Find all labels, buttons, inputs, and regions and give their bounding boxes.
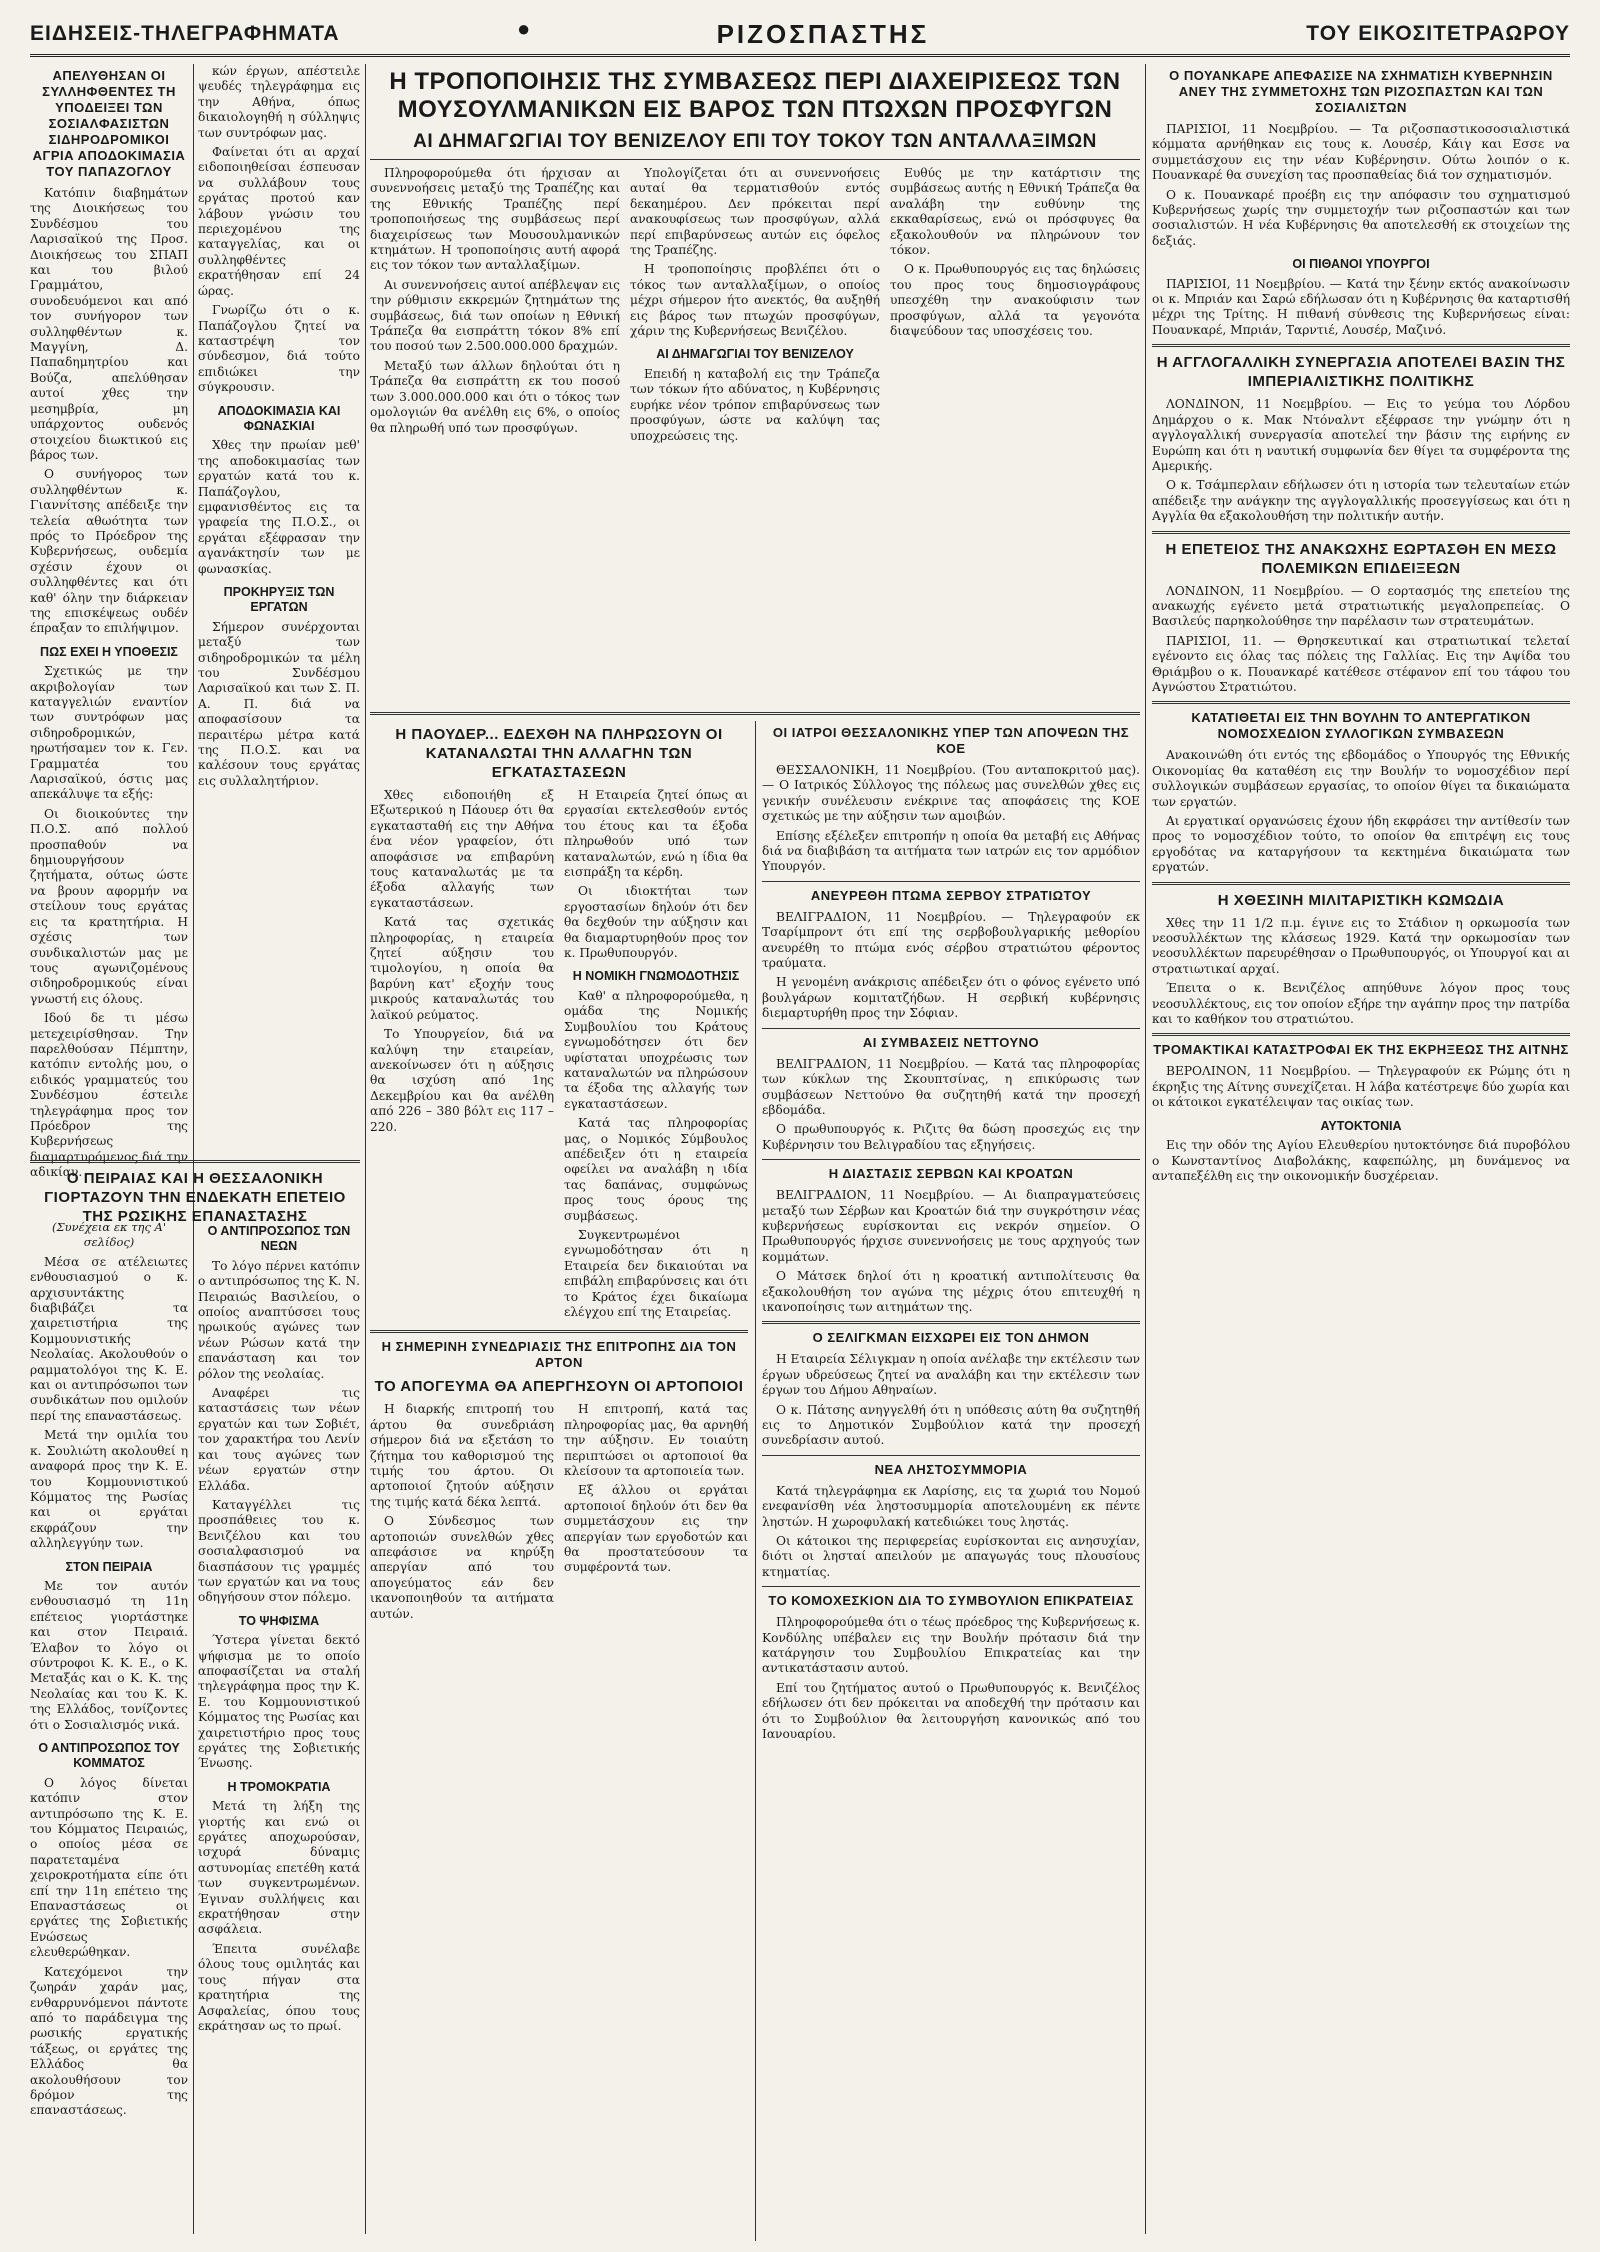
article-text: Ιδού δε τι μέσω μετεχειρίσθησαν. Την παρελθούσαν Πέμπτην, κατόπιν εντολής μου, ο ειδικός γραμματεύς του Συνδέσμου έστειλε τηλεγράφημα προς τον Πρόεδρον της Κυβερνήσεως διαμαρτυρόμενος διά την αδικίαν. xyxy=(30,1011,188,1180)
headline-angloGalliki: Η ΑΓΓΛΟΓΑΛΛΙΚΗ ΣΥΝΕΡΓΑΣΙΑ ΑΠΟΤΕΛΕΙ ΒΑΣΙΝ ΤΗΣ ΙΜΠΕΡΙΑΛΙΣΤΙΚΗΣ ΠΟΛΙΤΙΚΗΣ xyxy=(1156,354,1566,391)
divider xyxy=(762,1028,1140,1029)
headline-syllipseis: ΑΠΕΛΥΘΗΣΑΝ ΟΙ ΣΥΛΛΗΦΘΕΝΤΕΣ ΤΗ ΥΠΟΔΕΙΞΕΙ ΤΩΝ ΣΟΣΙΑΛΦΑΣΙΣΤΩΝ ΣΙΔΗΡΟΔΡΟΜΙΚΟΙ ΑΓΡΙΑ ΑΠΟΔΟΚΙΜΑΣΙΑ ΤΟΥ ΠΑΠΑΖΟΓΛΟΥ xyxy=(32,68,186,179)
article-text: ΒΕΡΟΛΙΝΟΝ, 11 Νοεμβρίου. — Τηλεγραφούν εκ Ρώμης ότι η έκρηξις της Αίτνης συνεχίζεται. Η λάβα κατέστρεψε δύο χωρία και οι κάτοικοι εγκατέλειψαν τας οικίας των. xyxy=(1152,1064,1570,1110)
artopoioi-body xyxy=(370,1402,748,1626)
article-text: Επί του ζητήματος αυτού ο Πρωθυπουργός κ. Βενιζέλος εδήλωσεν ότι δεν πρόκειται να αποδεχθή την πρότασιν και ότι το Συμβούλιον θα λειτουργήση κανονικώς από του Ιανουαρίου. xyxy=(762,1680,1140,1742)
article-text: Οι διοικούντες την Π.Ο.Σ. από πολλού προσπαθούν να δημιουργήσουν ζητήματα, ούτως ώστε να βρουν αφορμήν να στείλουν τους εργάτας εις τα κρατητήρια. Η σχέσις των συνδικαλιστών μας με τους αγωνιζομένους σιδηροδρομικούς είναι γνωστή εις όλους. xyxy=(30,806,188,1006)
divider xyxy=(1152,1033,1570,1036)
piraeus-story xyxy=(30,1154,360,2118)
article-text: Το Υπουργείον, διά να καλύψη την εταιρείαν, ανεκοίνωσεν ότι η αύξησις θα ισχύση από 1ης Δεκεμβρίου και θα ανέλθη από 226 – 380 βόλτ εις 117 – 220. xyxy=(370,1027,554,1134)
headline-komoxeskion: ΤΟ ΚΟΜΟΧΕΣΚΙΟΝ ΔΙΑ ΤΟ ΣΥΜΒΟΥΛΙΟΝ ΕΠΙΚΡΑΤΕΙΑΣ xyxy=(768,1593,1134,1609)
piraeus-col-b xyxy=(198,1216,360,2226)
headline-aitni: ΤΡΟΜΑΚΤΙΚΑΙ ΚΑΤΑΣΤΡΟΦΑΙ ΕΚ ΤΗΣ ΕΚΡΗΞΕΩΣ ΤΗΣ ΑΙΤΝΗΣ xyxy=(1153,1042,1569,1058)
article-text: Ευθύς με την κατάρτισιν της συμβάσεως αυτής η Εθνική Τράπεζα θα αναλάβη την ευθύνην της εκκαθαρίσεως, ενώ οι πρόσφυγες θα εξακολουθούν να πληρώνουν τον τόκον. xyxy=(890,166,1140,258)
article-text: Μετά την ομιλία του κ. Σουλιώτη ακολουθεί η αναφορά προς την Κ. Ε. του Κομμουνιστικού Κόμματος της Ρωσίας και οι εργάται εκφράζουν την αλληλεγγύην των. xyxy=(30,1428,188,1551)
article-text: Καταγγέλλει τις προσπάθειες του κ. Βενιζέλου και του σοσιαλφασισμού να διασπάσουν τις γραμμές των εργατών και να τους οδηγήσουν στον πόλεμο. xyxy=(198,1497,360,1605)
section-title-right: ΤΟΥ ΕΙΚΟΣΙΤΕΤΡΑΩΡΟΥ xyxy=(1306,22,1570,45)
article-text: Μεταξύ των άλλων δηλούται ότι η Τράπεζα θα εισπράττη εκ του ποσού των 3.000.000.000 και ότι ο τόκος των ομολογιών θα ανέλθη εις 6%, ο οποίος θα πληρωθή υπό των προσφύγων. xyxy=(370,358,620,435)
article-text: Χθες την 11 1/2 π.μ. έγινε εις το Στάδιον η ορκωμοσία των νεοσυλλέκτων της κλάσεως 1929. Κατά την ορκωμοσίαν των νεοσυλλέκτων παρευρέθησαν ο Πρωθυπουργός, οι Υπουργοί και αι στρατιωτικαί αρχαί. xyxy=(1152,915,1570,976)
divider xyxy=(370,712,1140,715)
divider xyxy=(1152,882,1570,885)
article-text: Ο πρωθυπουργός κ. Ριζιτς θα δώση προσεχώς εις την Κυβέρνησιν του Βελιγραδίου τας εξηγήσεις. xyxy=(762,1122,1140,1152)
subheading: ΠΩΣ ΕΧΕΙ Η ΥΠΟΘΕΣΙΣ xyxy=(40,644,178,659)
article-text: Επειδή η καταβολή εις την Τράπεζα των τόκων ήτο αδύνατος, η Κυβέρνησις ευρήκε νέον τρόπον επιβαρύνσεως των προσφύγων, ώστε να καλύψη τας υποχρεώσεις της. xyxy=(630,366,880,443)
article-text: ΠΑΡΙΣΙΟΙ, 11 Νοεμβρίου. — Κατά την ξένην εκτός ανακοίνωσιν οι κ. Μπριάν και Σαρώ εδήλωσαν ότι η Κυβέρνησις θα καταρτισθή μέχρι της Τρίτης. Η πιθανή σύνθεσις της Κυβερνήσεως είναι: Πουανκαρέ, Μπριάν, Ταρντιέ, Λουσέρ, Μαζινό. xyxy=(1152,276,1570,337)
headline-peiraias: Ο ΠΕΙΡΑΙΑΣ ΚΑΙ Η ΘΕΣΣΑΛΟΝΙΚΗ ΓΙΟΡΤΑΖΟΥΝ ΤΗΝ ΕΝΔΕΚΑΤΗ ΕΠΕΤΕΙΟ ΤΗΣ ΡΩΣΙΚΗΣ ΕΠΑΝΑΣΤΑΣΗΣ xyxy=(44,1170,346,1225)
article-text: Η Εταιρεία Σέλιγκμαν η οποία ανέλαβε την εκτέλεσιν των έργων υδρεύσεως ζητεί να αναλάβη και την εκτέλεσιν των έργων του Δήμου Αθηναίων. xyxy=(762,1352,1140,1398)
article-text: Κατεχόμενοι την ζωηράν χαράν μας, ενθαρρυνόμενοι πάντοτε από το παράδειγμα της ρωσικής εργατικής τάξεως, οι εργάτες της Ελλάδος θα ακολουθήσουν τον δρόμον της επαναστάσεως. xyxy=(30,1964,188,2118)
article-text: ΛΟΝΔΙΝΟΝ, 11 Νοεμβρίου. — Εις το γεύμα του Λόρδου Δημάρχου ο κ. Μακ Ντόναλντ εξέφρασε την γνώμην ότι η αγγλογαλλική συνεργασία αποτελεί την βάσιν της ειρήνης εν Ευρώπη και ότι η ναυτική συμφωνία δεν θίγει τα συμφέροντα της Αμερικής. xyxy=(1152,397,1570,473)
newspaper-title: ΡΙΖΟΣΠΑΣΤΗΣ xyxy=(716,18,930,49)
divider xyxy=(370,159,1140,160)
article-text: Ο Μάτσεκ δηλοί ότι η κροατική αντιπολίτευσις θα εξακολουθήση τον αγώνα της μέχρις ότου επιτευχθή η ικανοποίησις των αιτημάτων της. xyxy=(762,1269,1140,1314)
headline-komodia: Η ΧΘΕΣΙΝΗ ΜΙΛΙΤΑΡΙΣΤΙΚΗ ΚΩΜΩΔΙΑ xyxy=(1217,891,1505,909)
article-text: Η Εταιρεία ζητεί όπως αι εργασίαι εκτελεσθούν εντός του έτους και τα έξοδα πληρωθούν υπό των καταναλωτών, ενώ η ίδια θα εισπράξη τα κέρδη. xyxy=(564,788,748,880)
banner-body xyxy=(370,166,1140,706)
article-text: Εξ άλλου οι εργάται αρτοποιοί δηλούν ότι δεν θα συμμετάσχουν εις την απεργίαν των εργοδοτών και θα προστατεύσουν τα συμφέροντά των. xyxy=(564,1483,748,1575)
divider xyxy=(1152,531,1570,534)
subheading: Ο ΑΝΤΙΠΡΟΣΩΠΟΣ ΤΟΥ ΚΟΜΜΑΤΟΣ xyxy=(38,1741,180,1771)
headline-ptoma: ΑΝΕΥΡΕΘΗ ΠΤΩΜΑ ΣΕΡΒΟΥ ΣΤΡΑΤΙΩΤΟΥ xyxy=(810,887,1092,903)
column-right xyxy=(1152,64,1570,2234)
column-rule xyxy=(365,64,366,2234)
artopoioi-col-a xyxy=(370,1402,554,1626)
article-text: Εις την οδόν της Αγίου Ελευθερίου ηυτοκτόνησε διά πυροβόλου ο Κωνσταντίνος Διαβολάκης, καφεπώλης, μη δυνάμενος να ανταπεξέλθη εις την οικονομικήν δυσχέρειαν. xyxy=(1152,1138,1570,1183)
headline-nomosxedio: ΚΑΤΑΤΙΘΕΤΑΙ ΕΙΣ ΤΗΝ ΒΟΥΛΗΝ ΤΟ ΑΝΤΕΡΓΑΤΙΚΟΝ ΝΟΜΟΣΧΕΔΙΟΝ ΣΥΛΛΟΓΙΚΩΝ ΣΥΜΒΑΣΕΩΝ xyxy=(1191,710,1531,742)
article-text: Υπολογίζεται ότι αι συνεννοήσεις αυταί θα τερματισθούν εντός δεκαημέρου. Δεν πρόκειται περί ανακουφίσεως των προσφύγων, αλλά περί επιβαρύνσεως αυτών εις όφελος της Τραπέζης. xyxy=(630,166,880,258)
divider xyxy=(762,1321,1140,1324)
divider xyxy=(1152,344,1570,347)
article-text: Αι συνεννοήσεις αυτοί απέβλεψαν εις την ρύθμισιν εκκρεμών ζητημάτων της συμβάσεως, διά των οποίων η Εθνική Τράπεζα θα εισπράττη τόκον 8% επί του ποσού των 2.500.000.000 δραχμών. xyxy=(370,277,620,354)
banner-col-2 xyxy=(630,166,880,706)
headline-listosymmoria: ΝΕΑ ΛΗΣΤΟΣΥΜΜΟΡΙΑ xyxy=(874,1461,1028,1477)
article-text: Η τροποποίησις προβλέπει ότι ο τόκος των ανταλλαξίμων, ο οποίος μέχρι σήμερον ήτο ανεκτός, θα αυξηθή εις βάρος των πτωχών προσφύγων, χάριν της Κυβερνήσεως Βενιζέλου. xyxy=(630,262,880,339)
article-text: Η επιτροπή, κατά τας πληροφορίας μας, θα αρνηθή την αύξησιν. Εν τοιαύτη περιπτώσει οι αρτοποιοί θα κλείσουν τα αρτοποιεία των. xyxy=(564,1402,748,1479)
headline-anakoxi: Η ΕΠΕΤΕΙΟΣ ΤΗΣ ΑΝΑΚΩΧΗΣ ΕΩΡΤΑΣΘΗ ΕΝ ΜΕΣΩ ΠΟΛΕΜΙΚΩΝ ΕΠΙΔΕΙΞΕΩΝ xyxy=(1165,540,1557,577)
banner-headline-2: ΑΙ ΔΗΜΑΓΩΓΙΑΙ ΤΟΥ ΒΕΝΙΖΕΛΟΥ ΕΠΙ ΤΟΥ ΤΟΚΟΥ ΤΩΝ ΑΝΤΑΛΛΑΞΙΜΩΝ xyxy=(413,131,1097,152)
divider xyxy=(1152,701,1570,704)
article-text: ΒΕΛΙΓΡΑΔΙΟΝ, 11 Νοεμβρίου. — Τηλεγραφούν εκ Τσαρίμπροντ ότι επί της σερβοβουλγαρικής μεθορίου ανευρέθη το πτώμα ενός σέρβου στρατιώτου φέροντος τραύματα. xyxy=(762,909,1140,971)
article-text: Κατόπιν διαβημάτων της Διοικήσεως του Συνδέσμου του Λαρισαϊκού της Προσ. Διοικήσεως του ΣΠΑΠ και του βιλού Γραμμάτου, συνοδευόμενοι και από τον συνήγορον των συλληφθέντων κ. Μαγγίνη, Δ. Παπαδημητρίου και Βούζα, απελύθησαν αυτοί χθες την μεσημβρία, μη υπάρχοντος ουδενός στοιχείου διωκτικού εις βάρος των. xyxy=(30,186,188,462)
headline-iatroi: ΟΙ ΙΑΤΡΟΙ ΘΕΣΣΑΛΟΝΙΚΗΣ ΥΠΕΡ ΤΩΝ ΑΠΟΨΕΩΝ ΤΗΣ ΚΟΕ xyxy=(772,725,1130,756)
lower-center xyxy=(370,721,1140,2241)
subheading: ΣΤΟΝ ΠΕΙΡΑΙΑ xyxy=(65,1559,153,1574)
article-text: Καθ' α πληροφορούμεθα, η ομάδα της Νομικής Συμβουλίου του Κράτους εγνωμοδότησεν ότι δεν υφίσταται υποχρέωσις των καταναλωτών να πληρώσουν τα έξοδα της αλλαγής των εγκαταστάσεων. xyxy=(564,988,748,1111)
article-text: Χθες την πρωίαν μεθ' της αποδοκιμασίας των εργατών κατά του κ. Παπάζογλου, εμφανισθέντος εις τα γραφεία της Π.Ο.Σ., οι εργάται εξέφρασαν την αγανάκτησίν των με φωνασκίας. xyxy=(198,438,360,576)
article-text: Σχετικώς με την ακριβολογίαν των καταγγελιών εναντίον των συντρόφων μας σιδηροδρομικών, ηρωτήσαμεν τον κ. Γεν. Γραμματέα του Λαρισαϊκού, όστις μας απεκάλυψε τα εξής: xyxy=(30,664,188,802)
headline-seligman: Ο ΣΕΛΙΓΚΜΑΝ ΕΙΣΧΩΡΕΙ ΕΙΣ ΤΟΝ ΔΗΜΟΝ xyxy=(812,1330,1090,1346)
article-text: Σήμερον συνέρχονται μεταξύ των σιδηροδρομικών τα μέλη του Συνδέσμου Λαρισαϊκού και των Σ. Π. Α. Π. διά να αποφασίσουν τα περαιτέρω μέτρα κατά της Π.Ο.Σ. και να καλέσουν τους εργάτας εις συλλαλητήριον. xyxy=(198,619,360,788)
subheading: Η ΤΡΟΜΟΚΡΑΤΙΑ xyxy=(227,1779,331,1794)
article-text: Το λόγο πέρνει κατόπιν ο αντιπρόσωπος της Κ. Ν. Πειραιώς Βασιλείου, ο οποίος αναπτύσσει τους ηρωικούς αγώνες των νέων Ρώσων κατά την επανάσταση και τον ρόλον της νεολαίας. xyxy=(198,1258,360,1381)
banner-headline-1: Η ΤΡΟΠΟΠΟΙΗΣΙΣ ΤΗΣ ΣΥΜΒΑΣΕΩΣ ΠΕΡΙ ΔΙΑΧΕΙΡΙΣΕΩΣ ΤΩΝ ΜΟΥΣΟΥΛΜΑΝΙΚΩΝ ΕΙΣ ΒΑΡΟΣ ΤΩΝ ΠΤΩΧΩΝ ΠΡΟΣΦΥΓΩΝ xyxy=(389,68,1121,123)
divider xyxy=(370,1330,748,1333)
article-text: Με τον αυτόν ενθουσιασμό τη 11η επέτειος γιορτάστηκε και στον Πειραιά. Έλαβον το λόγο οι σύντροφοι Κ. Κ. Ε., ο Κ. Μεταξάς και ο Κ. Κ. της Νεολαίας και του Κ. Κ. της Ελλάδος, τονίζοντες ότι ο Σοσιαλισμός νικά. xyxy=(30,1578,188,1732)
article-text: Ο λόγος δίνεται κατόπιν στον αντιπρόσωπο της Κ. Ε. του Κόμματος Πειραιώς, ο οποίος μέσα σε παρατεταμένα χειροκροτήματα είπε ότι επί την 11η επέτειο της Επαναστάσεως οι εργάτες της Σοβιετικής Ενώσεως ελευθερώθηκαν. xyxy=(30,1775,188,1960)
article-text: Ο Σύνδεσμος των αρτοποιών συνελθών χθες απεφάσισε να κηρύξη απεργίαν από του απογεύματος εάν δεν ικανοποιηθούν τα αιτήματα αυτών. xyxy=(370,1514,554,1621)
divider xyxy=(30,1160,360,1163)
article-text: Κατά τας σχετικάς πληροφορίας, η εταιρεία ζητεί αύξησιν του τιμολογίου, η οποία θα βαρύνη κατ' εξοχήν τους μικρούς καταναλωτάς του λαϊκού ρεύματος. xyxy=(370,915,554,1022)
banner-col-3 xyxy=(890,166,1140,706)
article-text: Οι ιδιοκτήται των εργοστασίων δηλούν ότι δεν θα δεχθούν την αύξησιν και θα διαμαρτυρηθούν προς τον κ. Πρωθυπουργόν. xyxy=(564,884,748,961)
divider xyxy=(762,1586,1140,1587)
article-text: Κατά τηλεγράφημα εκ Λαρίσης, εις τα χωριά του Νομού ενεφανίσθη νέα ληστοσυμμορία αποτελουμένη εκ πέντε ληστών. Η χωροφυλακή κατεδιώκει τους ληστάς. xyxy=(762,1483,1140,1529)
article-text: Αναφέρει τις καταστάσεις των νέων εργατών και των Σοβιέτ, τον χαρακτήρα του Λενίν και τους αγώνες των νέων εργατών στην Ελλάδα. xyxy=(198,1386,360,1493)
divider xyxy=(762,881,1140,882)
masthead xyxy=(30,14,1570,57)
continuation-note: (Συνέχεια εκ της Α' σελίδος) xyxy=(51,1220,167,1250)
article-text: ΠΑΡΙΣΙΟΙ, 11. — Θρησκευτικαί και στρατιωτικαί τελεταί εγένοντο εις όλας τας πόλεις της Γαλλίας. Εις την Αψίδα του Θριάμβου ο κ. Πουανκαρέ κατέθεσε στέφανον επί του τάφου του Αγνώστου Στρατιώτου. xyxy=(1152,633,1570,694)
artopoioi-col-b xyxy=(564,1402,748,1626)
article-text: Πληροφορούμεθα ότι ήρχισαν αι συνεννοήσεις μεταξύ της Τραπέζης και της Εθνικής Τραπέζης περί τροποποιήσεως της συμβάσεως περί διαχειρίσεως των Μουσουλμανικών κτημάτων. Η τροποποίησις αυτή αφορά εις τον τόκον των ανταλλαξίμων. xyxy=(370,166,620,273)
article-text: Χθες ειδοποιήθη εξ Εξωτερικού η Πάουερ ότι θα εγκατασταθή εις την Αθήνα ένα νέον γραφείον, ότι αποφάσισε να επιβαρύνη τους καταναλωτάς με τα έξοδα αλλαγής των εγκαταστάσεων. xyxy=(370,788,554,910)
article-text: Ο κ. Πάτσης ανηγγελθή ότι η υπόθεσις αύτη θα συζητηθή εις το Δημοτικόν Συμβούλιον κατά την προσεχή συνεδρίασιν αυτού. xyxy=(762,1402,1140,1448)
article-text: Έπειτα συνέλαβε όλους τους ομιλητάς και τους πήγαν στα κρατητήρια της Ασφαλείας, όπου τους εκράτησαν ως το πρωί. xyxy=(198,1941,360,2033)
article-text: Αι εργατικαί οργανώσεις έχουν ήδη εκφράσει την αντίθεσίν των προς το νομοσχέδιον τούτο, το οποίον θα επιτρέψη εις τους εργοδότας να καταργήσουν τα κεκτημένα δικαιώματα των εργατών. xyxy=(1152,814,1570,875)
subheading: ΑΥΤΟΚΤΟΝΙΑ xyxy=(1320,1118,1402,1133)
headline-diastasi: Η ΔΙΑΣΤΑΣΙΣ ΣΕΡΒΩΝ ΚΑΙ ΚΡΟΑΤΩΝ xyxy=(828,1166,1074,1182)
pouder-col-a xyxy=(370,788,554,1324)
column-rule xyxy=(1145,64,1146,2234)
article-text: ΛΟΝΔΙΝΟΝ, 11 Νοεμβρίου. — Ο εορτασμός της επετείου της ανακωχής εγένετο μετά στρατιωτικής μεγαλοπρεπείας. Ο Βασιλεύς παρηκολούθησε την παρέλασιν των στρατευμάτων. xyxy=(1152,583,1570,629)
article-text: Ανακοινώθη ότι εντός της εβδομάδος ο Υπουργός της Εθνικής Οικονομίας θα καταθέση εις την Βουλήν το νομοσχέδιον περί συλλογικών συμβάσεων εργασίας, το οποίον θίγει τα δικαιώματα των εργατών. xyxy=(1152,748,1570,809)
article-text: Η διαρκής επιτροπή του άρτου θα συνεδριάση σήμερον διά να εξετάση το ζήτημα του καθορισμού της τιμής του άρτου. Οι αρτοποιοί ζητούν αύξησιν της τιμής κατά δέκα λεπτά. xyxy=(370,1402,554,1509)
headline-artos: Η ΣΗΜΕΡΙΝΗ ΣΥΝΕΔΡΙΑΣΙΣ ΤΗΣ ΕΠΙΤΡΟΠΗΣ ΔΙΑ ΤΟΝ ΑΡΤΟΝ xyxy=(381,1339,737,1371)
article-text: Ο κ. Πουανκαρέ προέβη εις την απόφασιν του σχηματισμού Κυβερνήσεως χωρίς την συμμετοχήν των ριζοσπαστών και των σοσιαλιστών. Η νέα Κυβέρνησις θα αποτελεσθή εκ στοιχείων της δεξιάς. xyxy=(1152,187,1570,248)
section-title-left: ΕΙΔΗΣΕΙΣ-ΤΗΛΕΓΡΑΦΗΜΑΤΑ xyxy=(30,22,340,45)
masthead-dot-icon: ● xyxy=(517,16,531,41)
page-columns xyxy=(30,64,1570,2234)
subheading: ΑΙ ΔΗΜΑΓΩΓΙΑΙ ΤΟΥ ΒΕΝΙΖΕΛΟΥ xyxy=(656,347,854,362)
center-section xyxy=(370,64,1140,2241)
article-text: ΒΕΛΙΓΡΑΔΙΟΝ, 11 Νοεμβρίου. — Κατά τας πληροφορίας των κύκλων της Σκουπτσίνας, η επικύρωσις των συμβάσεων Νεττούνο θα συζητηθή κατά την προσεχή εβδομάδα. xyxy=(762,1056,1140,1117)
article-text: Έπειτα ο κ. Βενιζέλος απηύθυνε λόγον προς τους νεοσυλλέκτους, εις τον οποίον εξήρε την αγάπην προς την πατρίδα και το καθήκον του στρατιώτου. xyxy=(1152,981,1570,1027)
column-rule xyxy=(193,64,194,2234)
article-text: ΘΕΣΣΑΛΟΝΙΚΗ, 11 Νοεμβρίου. (Του ανταποκριτού μας). — Ο Ιατρικός Σύλλογος της πόλεως μας συνελθών χθες εις γενικήν συνέλευσιν ενέκρινε τας αποφάσεις της ΚΟΕ σχετικώς με την αύξησιν των αμοιβών. xyxy=(762,763,1140,824)
article-text: ΠΑΡΙΣΙΟΙ, 11 Νοεμβρίου. — Τα ριζοσπαστικοσοσιαλιστικά κόμματα αρνήθηκαν εις τους κ. Λουσέρ, Κάιγ και Εσσε να συμμετάσχουν εις την νέαν Κυβέρνησιν. Ούτω λοιπόν ο κ. Πουανκαρέ θα συνεχίση τας προσπαθείας διά τον σχηματισμόν. xyxy=(1152,122,1570,183)
article-text: Ο κ. Πρωθυπουργός εις τας δηλώσεις του προς τους δημοσιογράφους υπεσχέθη την ανακούφισιν των προσφύγων, αλλά τα γεγονότα διαψεύδουν τας υποσχέσεις του. xyxy=(890,262,1140,339)
article-text: Ύστερα γίνεται δεκτό ψήφισμα με το οποίο αποφασίζεται να σταλή τηλεγράφημα προς την Κ. Ε. του Κομμουνιστικού Κόμματος της Ρωσίας και χαιρετιστήριο προς τους εργάτες της Σοβιετικής Ένωσης. xyxy=(198,1633,360,1771)
article-text: Μέσα σε ατέλειωτες ενθουσιασμού ο κ. αρχισυντάκτης διαβιβάζει τα χαιρετιστήρια της Κομμουνιστικής Νεολαίας. Ακολουθούν ο ραμματολόγοι της Κ. Ε. και οι αντιπρόσωποι των συνδικάτων που ομιλούν περί της επαναστάσεως. xyxy=(30,1254,188,1423)
subheading: ΑΠΟΔΟΚΙΜΑΣΙΑ ΚΑΙ ΦΩΝΑΣΚΙΑΙ xyxy=(217,403,341,433)
headline-nettouno: ΑΙ ΣΥΜΒΑΣΕΙΣ ΝΕΤΤΟΥΝΟ xyxy=(862,1034,1040,1050)
article-text: Οι κάτοικοι της περιφερείας ευρίσκονται εις ανησυχίαν, διότι οι λησταί απειλούν με απαγωγάς τους πλουσίους κτηματίας. xyxy=(762,1534,1140,1579)
pouder-col-b xyxy=(564,788,748,1324)
subheading: Η ΝΟΜΙΚΗ ΓΝΩΜΟΔΟΤΗΣΙΣ xyxy=(572,969,740,984)
article-text: Η γενομένη ανάκρισις απέδειξεν ότι ο φόνος εγένετο υπό βουλγάρων κομιτατζήδων. Η σερβική κυβέρνησις διεμαρτυρήθη προς την Σόφιαν. xyxy=(762,975,1140,1021)
article-text: ΒΕΛΙΓΡΑΔΙΟΝ, 11 Νοεμβρίου. — Αι διαπραγματεύσεις μεταξύ των Σέρβων και Κροατών διά την συγκρότησιν νέας κυβερνήσεως ευρίσκονται εις νεκρόν σημείον. Ο Πρωθυπουργός ήρχισε συνεννοήσεις με τους αρχηγούς των κομμάτων. xyxy=(762,1188,1140,1264)
lower-center-right xyxy=(762,721,1140,2241)
subheading: Ο ΑΝΤΙΠΡΟΣΩΠΟΣ ΤΩΝ ΝΕΩΝ xyxy=(207,1224,351,1254)
piraeus-col-a xyxy=(30,1216,188,2226)
article-text: Συγκεντρωμένοι εγνωμοδότησαν ότι η Εταιρεία δεν δικαιούται να επιβάλη επιβαρύνσεις και ότι το Κράτος έχει δικαίωμα ελέγχου επί της Εταιρείας. xyxy=(564,1227,748,1319)
article-text: Μετά τη λήξη της γιορτής και ενώ οι εργάτες αποχωρούσαν, ισχυρά δύναμις αστυνομίας επετέθη κατά των συγκεντρωμένων. Έγιναν συλλήψεις και εκρατήθησαν στην ασφάλεια. xyxy=(198,1799,360,1937)
article-text: Επίσης εξέλεξεν επιτροπήν η οποία θα μεταβή εις Αθήνας διά να διαβιβάση τα αιτήματα των ιατρών εις τον αρμόδιον Υπουργόν. xyxy=(762,828,1140,874)
headline-pouder: Η ΠΑΟΥΔΕΡ... ΕΔΕΧΘΗ ΝΑ ΠΛΗΡΩΣΟΥΝ ΟΙ ΚΑΤΑΝΑΛΩΤΑΙ ΤΗΝ ΑΛΛΑΓΗΝ ΤΩΝ ΕΓΚΑΤΑΣΤΑΣΕΩΝ xyxy=(395,726,723,781)
banner-col-1 xyxy=(370,166,620,706)
divider xyxy=(762,1159,1140,1160)
article-text: Κατά τας πληροφορίας μας, ο Νομικός Σύμβουλος απέδειξεν ότι η εταιρεία οφείλει να αναλάβη η ιδία τας δαπάνας, συμφώνως προς τους όρους της συμβάσεως. xyxy=(564,1116,748,1223)
headline-poincare: Ο ΠΟΥΑΝΚΑΡΕ ΑΠΕΦΑΣΙΣΕ ΝΑ ΣΧΗΜΑΤΙΣΗ ΚΥΒΕΡΝΗΣΙΝ ΑΝΕΥ ΤΗΣ ΣΥΜΜΕΤΟΧΗΣ ΤΩΝ ΡΙΖΟΣΠΑΣΤΩΝ ΚΑΙ ΤΩΝ ΣΟΣΙΑΛΙΣΤΩΝ xyxy=(1169,68,1553,115)
article-text: Γνωρίζω ότι ο κ. Παπάζογλου ζητεί να καταστρέψη τον σύνδεσμον, διά τούτο επιδιώκει την σύγκρουσιν. xyxy=(198,303,360,395)
divider xyxy=(762,1455,1140,1456)
article-text: Φαίνεται ότι αι αρχαί ειδοποιηθείσαι έσπευσαν να συλλάβουν τους εργάτας προτού καν λάβουν γνώσιν του περιεχομένου της καταγγελίας, και οι συλληφθέντες εκρατήθησαν επί 24 ώρας. xyxy=(198,145,360,298)
lower-center-left xyxy=(370,721,748,2241)
pouder-body xyxy=(370,788,748,1324)
column-rule xyxy=(755,721,756,2241)
article-text: Ο συνήγορος των συλληφθέντων κ. Γιαννίτσης απέδειξε την τελεία αθωότητα των πρός το Πρόεδρον της Κυβερνήσεως, ουδεμία σχέσιν έχουν οι συλληφθέντες και ότι καθ' όλην την διάρκειαν της επισκέψεως ουδέν έπραξαν το επιλήψιμον. xyxy=(30,467,188,636)
subheading: ΤΟ ΨΗΦΙΣΜΑ xyxy=(238,1613,320,1628)
article-text: κών έργων, απέστειλε ψευδές τηλεγράφημα εις την Αθήνα, όπως δικαιολογηθή η σύλληψις των συντρόφων μας. xyxy=(198,64,360,140)
article-text: Πληροφορούμεθα ότι ο τέως πρόεδρος της Κυβερνήσεως κ. Κονδύλης υπέβαλεν εις την Βουλήν πρότασιν διά την κατάργησιν του Συμβουλίου Επικρατείας και την αντικατάστασιν αυτού. xyxy=(762,1615,1140,1676)
headline-artopoioi: ΤΟ ΑΠΟΓΕΥΜΑ ΘΑ ΑΠΕΡΓΗΣΟΥΝ ΟΙ ΑΡΤΟΠΟΙΟΙ xyxy=(374,1378,744,1396)
subheading: ΟΙ ΠΙΘΑΝΟΙ ΥΠΟΥΡΓΟΙ xyxy=(1292,257,1430,272)
subheading: ΠΡΟΚΗΡΥΞΙΣ ΤΩΝ ΕΡΓΑΤΩΝ xyxy=(223,585,335,615)
article-text: Ο κ. Τσάμπερλαιν εδήλωσεν ότι η ιστορία των τελευταίων ετών απέδειξε την ανάγκην της αγγλογαλλικής προσεγγίσεως και ότι η Αγγλία θα εξακολουθήση την πολιτικήν αυτήν. xyxy=(1152,478,1570,524)
